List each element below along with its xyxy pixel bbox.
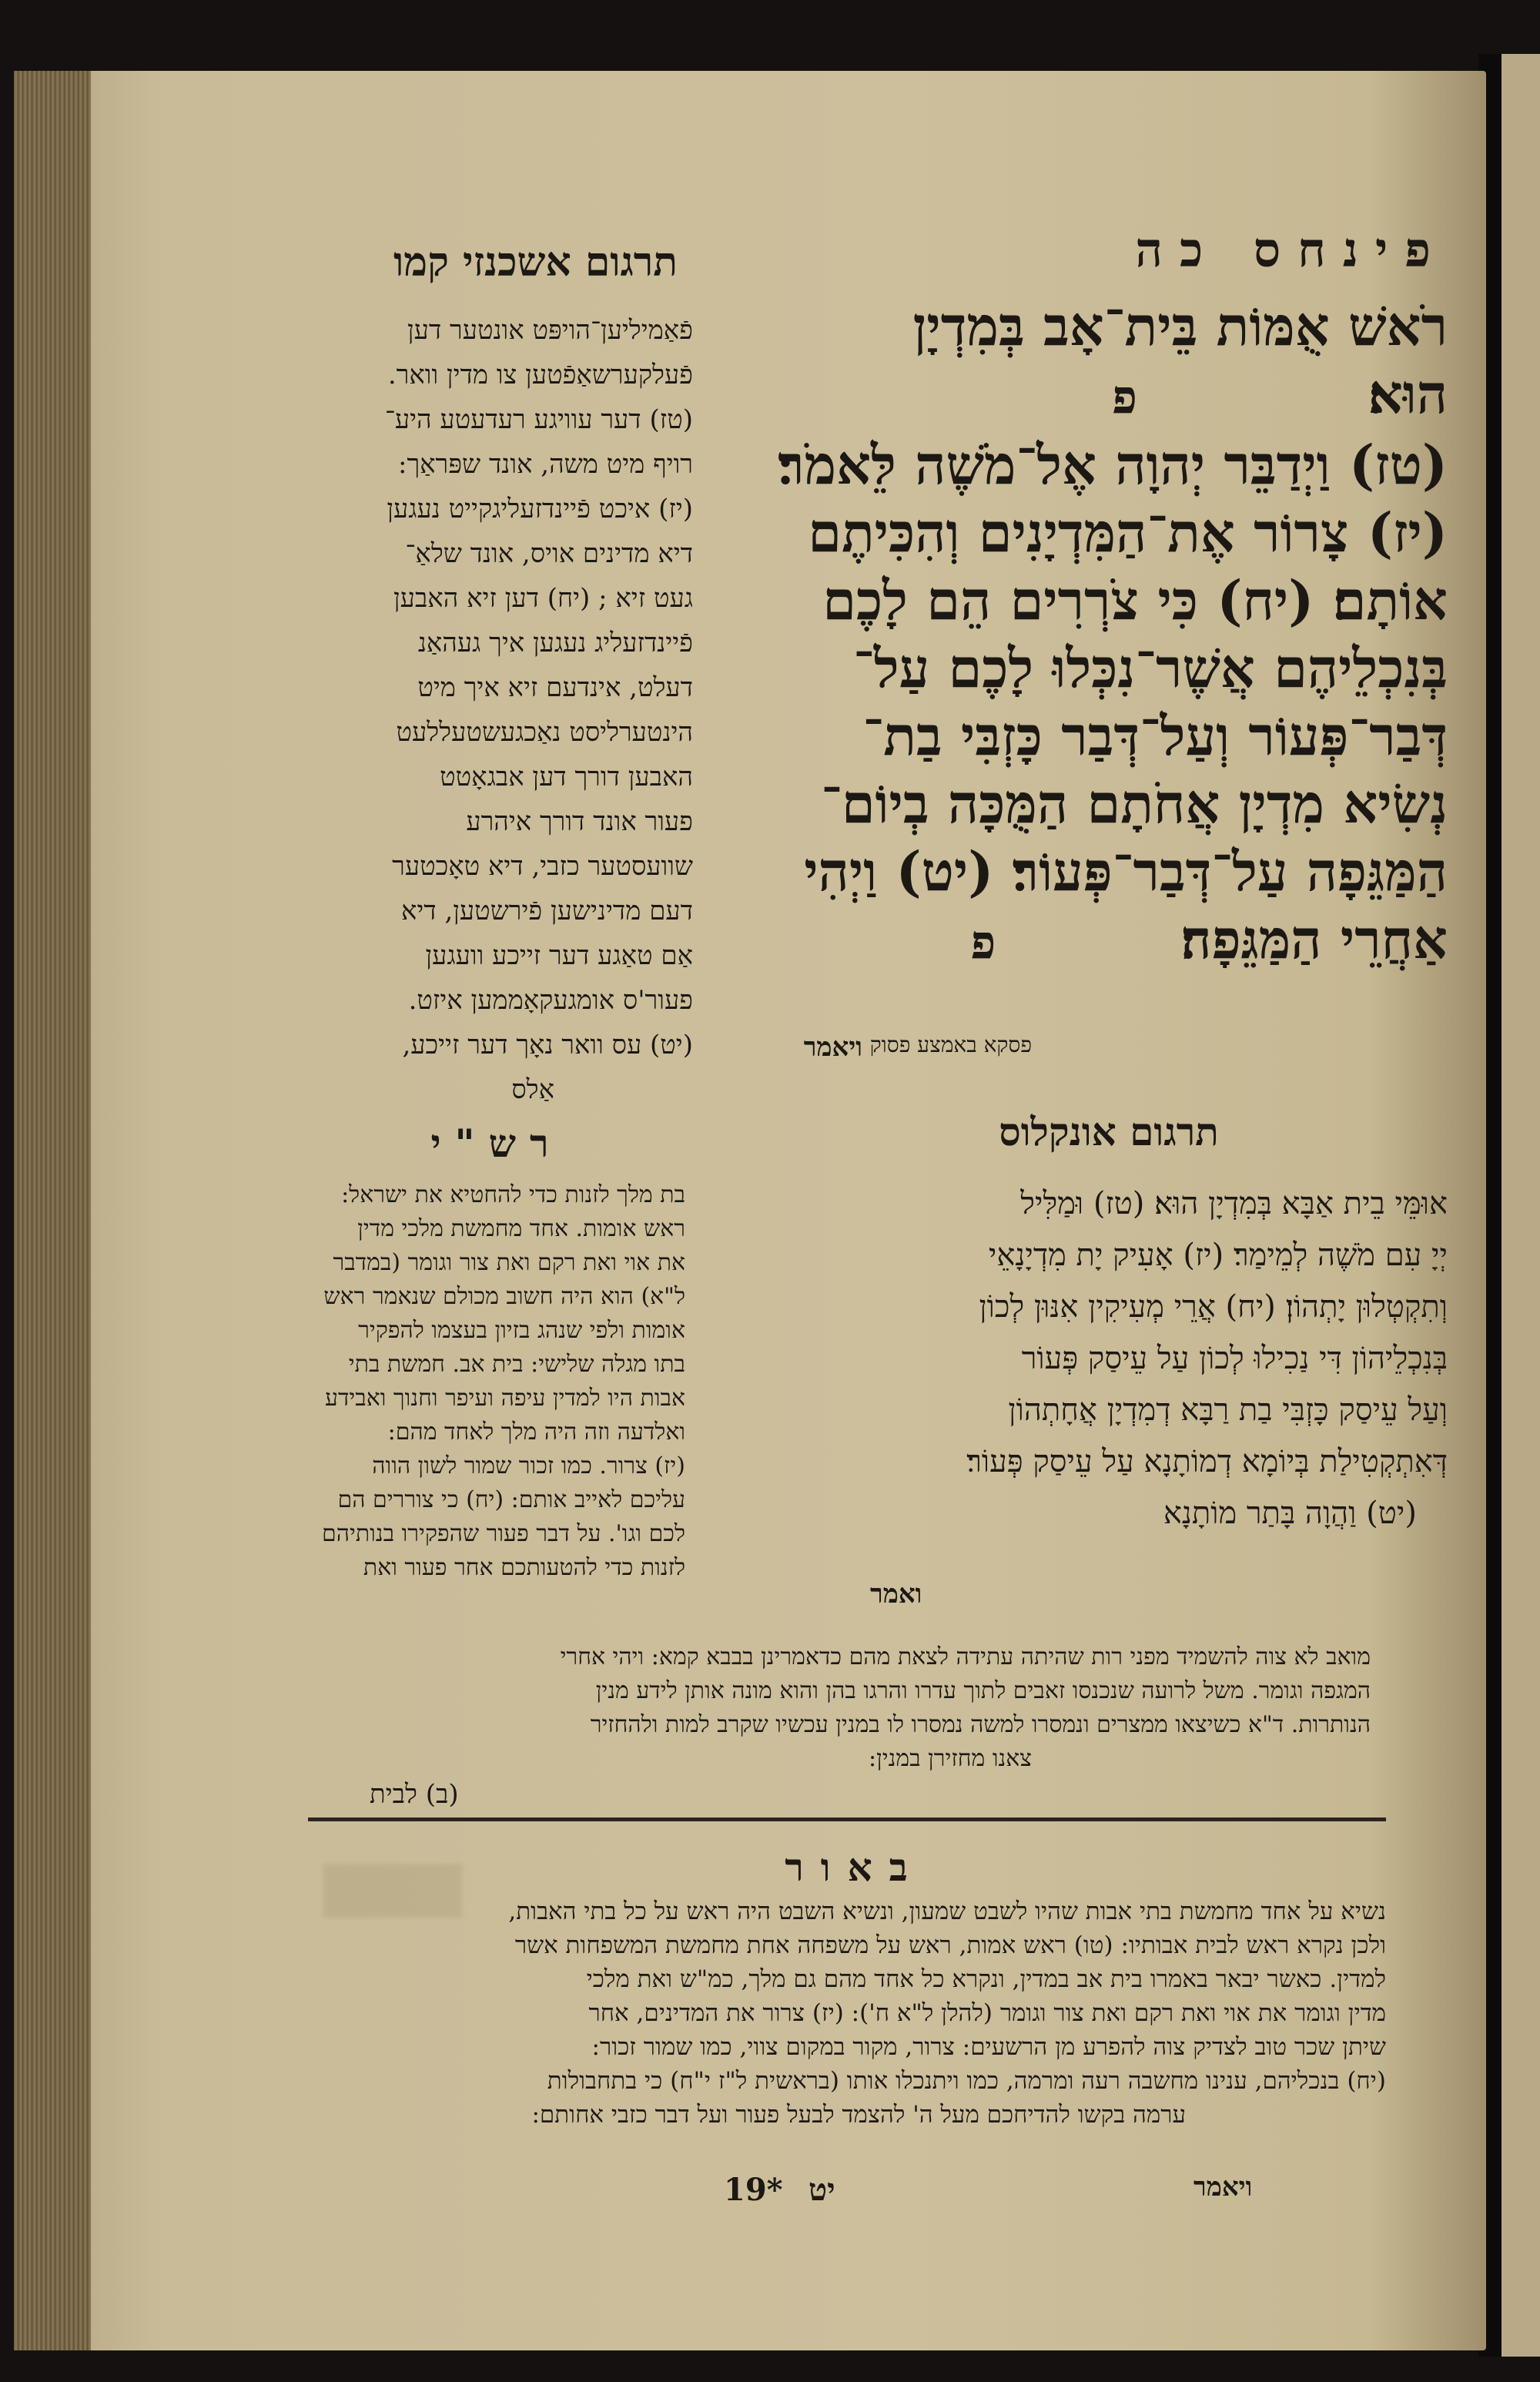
yiddish-line: (יט) עס וואר נאָך דער זייכע,	[402, 1030, 693, 1060]
biur-title: באור	[785, 1844, 925, 1890]
targum-header: תרגום אשכנזי קמו	[393, 239, 678, 286]
onkelos-line: (יט) וַהֲוָה בָּתַר מוֹתָנָא	[1163, 1496, 1417, 1531]
onkelos-catchword: ואמר	[870, 1579, 922, 1610]
pasuk-footnote: פסקא באמצע פסוק	[869, 1032, 1032, 1057]
onkelos-line: בְּנִכְלֵיהוֹן דִּי נַכִילוּ לְכוֹן עַל עֵיסַק פְּעוֹר	[1021, 1341, 1448, 1376]
rashi-continuation	[308, 1640, 1371, 1776]
rashi-text	[308, 1178, 685, 1585]
rashi-line: המגפה וגומר. משל לרועה שנכנסו זאבים לתוך עדרו והרגו בהן והוא מונה אותן לידע מנין	[595, 1677, 1371, 1704]
onkelos-line: וְעַל עֵיסַק כָּזְבִּי בַת רַבָּא דְמִדְיָן אֲחָתְהוֹן	[1008, 1392, 1448, 1428]
rashi-line: (יז) צרור. כמו זכור שמור לשון הווה	[372, 1452, 685, 1479]
rashi-line: צאנו מחזירן במנין:	[869, 1745, 1032, 1772]
biur-line: ערמה בקשו להדיחכם מעל ה' להצמד לבעל פעור ועל דבר כזבי אחותם:	[531, 2101, 1186, 2129]
yiddish-line: אַלס	[511, 1074, 554, 1105]
rashi-line: אבות היו למדין עיפה ועיפר וחנוך ואבידע	[324, 1385, 685, 1412]
rashi-line: לכם וגו'. על דבר פעור שהפקירו בנותיהם	[322, 1520, 685, 1547]
rashi-line: ראש אומות. אחד מחמשת מלכי מדין	[357, 1215, 685, 1242]
yiddish-line: רויף מיט משה, אונד שפּראַך:	[397, 449, 693, 480]
main-line: אַחֲרֵי הַמַּגֵּפָה׃פ	[970, 907, 1448, 971]
main-line: הוּא׃פ	[1112, 362, 1448, 426]
yiddish-line: דעלט, אינדעם זיא איך מיט	[417, 672, 693, 703]
biur-line: למדין. כאשר יבאר באמרו בית אב במדין, ונקרא כל אחד מהם גם מלך, כמ"ש ואת מלכי	[586, 1965, 1386, 1993]
onkelos-title: תרגום אונקלוס	[999, 1109, 1219, 1154]
biur-line: ולכן נקרא ראש לבית אבותיו: (טו) ראש אמות, ראש על משפחה אחת מחמשת המשפחות אשר	[514, 1931, 1386, 1959]
onkelos-text	[801, 1178, 1448, 1539]
section-divider	[308, 1817, 1386, 1821]
signature-number: 19*	[724, 2172, 783, 2208]
main-line: רֹאשׁ אֻמּוֹת בֵּית־אָב בְּמִדְיָן	[912, 294, 1448, 358]
rashi-line: בתו מגלה שלישי: בית אב. חמשת בתי	[348, 1351, 685, 1378]
main-line: (יז) צָרוֹר אֶת־הַמִּדְיָנִים וְהִכִּיתֶם	[808, 501, 1448, 565]
main-line: אוֹתָם׃ (יח) כִּי צֹרְרִים הֵם לָכֶם	[822, 568, 1448, 632]
biur-line: מדין וגומר את אוי ואת רקם ואת צור וגומר (להלן ל"א ח'): (יז) צרור את המדינים, אחר	[588, 1999, 1386, 2027]
yiddish-line: שוועסטער כזבי, דיא טאָכטער	[392, 851, 693, 882]
next-page-edge	[1502, 54, 1540, 2357]
main-line: דְּבַר־פְּעוֹר וְעַל־דְּבַר כָּזְבִּי בַת־	[862, 704, 1448, 768]
yiddish-line: געט זיא ; (יח) דען זיא האבען	[393, 583, 693, 614]
yiddish-line: האבען דורך דען אבגאָטט	[440, 762, 693, 792]
page-catchword: ויאמר	[1194, 2172, 1253, 2203]
page-edges	[14, 71, 91, 2350]
onkelos-line: וְתִקְטְלוּן יָתְהוֹן׃ (יח) אֲרֵי מְעִיקִין אִנּוּן לְכוֹן	[979, 1289, 1448, 1325]
rashi-line: את אוי ואת רקם ואת צור וגומר (במדבר	[333, 1249, 685, 1276]
yiddish-line: פעור אונד דורך איהרע	[466, 806, 693, 837]
yiddish-line: דעם מדינישען פֿירשטען, דיא	[400, 896, 693, 926]
yiddish-translation	[308, 308, 693, 1112]
main-catchword: ויאמר	[803, 1032, 862, 1063]
main-line: הַמַּגֵּפָה עַל־דְּבַר־פְּעוֹר׃ (יט) וַיְהִי	[804, 839, 1448, 903]
rashi-line: בת מלך לזנות כדי להחטיא את ישראל:	[341, 1181, 685, 1208]
rashi-line: עליכם לאייב אותם: (יח) כי צוררים הם	[337, 1486, 685, 1513]
onkelos-line: אוּמֵּי בֵית אַבָּא בְּמִדְיָן הוּא׃ (טז) וּמַלִּיל	[1020, 1186, 1448, 1221]
rashi-line: ל"א) הוא היה חשוב מכולם שנאמר ראש	[323, 1283, 685, 1310]
rashi-line: הנותרות. ד"א כשיצאו ממצרים ונמסרו למשה נמסרו לו במנין עכשיו שקרב למות ולהחזיר	[590, 1711, 1371, 1738]
main-line: (טז) וַיְדַבֵּר יְהוָה אֶל־מֹשֶׁה לֵּאמֹר׃	[778, 433, 1448, 497]
yiddish-line: דיא מדינים אויס, אונד שלאַ־	[405, 538, 693, 569]
biur-line: נשיא על אחד מחמשת בתי אבות שהיו לשבט שמעון, ונשיא השבט היה ראש על כל בתי האבות,	[508, 1898, 1386, 1925]
yiddish-line: (יז) איכט פֿיינדזעליגקייט נעגען	[387, 494, 693, 524]
main-line: בְּנִכְלֵיהֶם אֲשֶׁר־נִכְּלוּ לָכֶם עַל־	[853, 636, 1448, 700]
yiddish-line: פֿיינדזעליג נעגען איך געהאַנ	[417, 628, 693, 658]
rashi-line: אומות ולפי שנהג בזיון בעצמו להפקיר	[358, 1317, 685, 1344]
parashah-header: פינחס כה	[1135, 222, 1448, 278]
rashi-line: ואלדעה וזה היה מלך לאחד מהם:	[387, 1419, 685, 1446]
main-line: נְשִׂיא מִדְיָן אֲחֹתָם הַמֻּכָּה בְיוֹם־	[821, 772, 1448, 836]
onkelos-line: יְיָ עִם מֹשֶׁה לְמֵימַר׃ (יז) אָעִיק יָת מִדְיָנָאֵי	[988, 1238, 1448, 1273]
pe-mark: פ	[1112, 370, 1137, 424]
signature-hebrew: יט	[808, 2172, 835, 2208]
onkelos-line: דְּאִתְקְטִילַת בְּיוֹמָא דְמוֹתָנָא עַל עֵיסַק פְּעוֹר׃	[966, 1444, 1448, 1479]
biur-text	[323, 1895, 1386, 2132]
rashi-title: רש"י	[430, 1121, 563, 1166]
yiddish-line: פֿעלקערשאַפֿטען צו מדין וואר.	[387, 360, 693, 390]
biur-line: שיתן שכר טוב לצדיק צוה להפרע מן הרשעים: צרור, מקור במקום צווי, כמו שמור זכור:	[591, 2033, 1386, 2061]
biur-line: (יח) בנכליהם, ענינו מחשבה רעה ומרמה, כמו ויתנכלו אותו (בראשית ל"ז י"ח) כי בתחבולות	[547, 2067, 1386, 2095]
yiddish-line: (טז) דער עוויגע רעדעטע היע־	[384, 404, 693, 435]
yiddish-line: אַם טאַגע דער זייכע וועגען	[425, 940, 693, 971]
rashi-line: לזנות כדי להטעותכם אחר פעור ואת	[363, 1554, 685, 1581]
yiddish-line: הינטערליסט נאַכגעשטעללעט	[396, 717, 693, 748]
yiddish-line: פֿאַמיליען־הויפּט אונטער דען	[407, 315, 693, 346]
pe-mark: פ	[970, 916, 996, 970]
yiddish-line: פעור'ס אומגעקאָממען איזט.	[408, 985, 693, 1016]
rashi-line: מואב לא צוה להשמיד מפני רות שהיתה עתידה לצאת מהם כדאמרינן בבבא קמא: ויהי אחרי	[560, 1643, 1371, 1670]
rashi-bottom-ref: (ב) לבית	[370, 1779, 459, 1810]
main-hebrew-text	[678, 293, 1448, 977]
